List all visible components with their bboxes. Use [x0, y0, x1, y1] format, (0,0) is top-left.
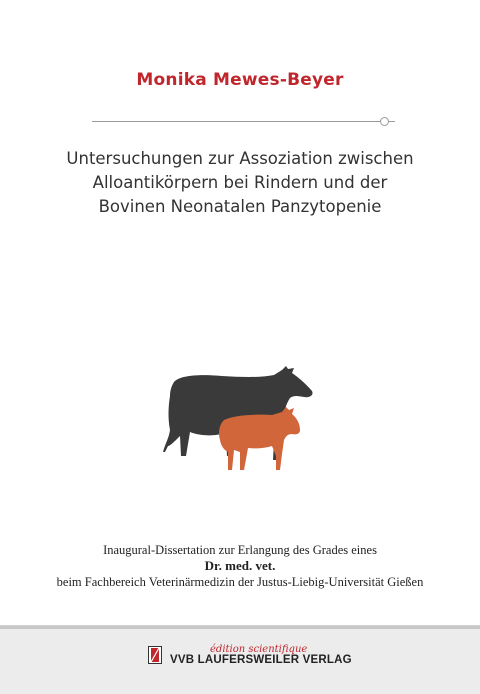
- divider-circle: [380, 117, 389, 126]
- title-line-1: Untersuchungen zur Assoziation zwischen: [66, 149, 414, 168]
- title-line-2: Alloantikörpern bei Rindern und der: [92, 173, 388, 192]
- title-line-3: Bovinen Neonatalen Panzytopenie: [98, 197, 382, 216]
- degree-line: Dr. med. vet.: [204, 558, 276, 573]
- divider-tail: [389, 121, 395, 122]
- book-logo-icon: [148, 646, 162, 664]
- publisher-name: VVB LAUFERSWEILER VERLAG: [170, 654, 352, 666]
- edition-script: édition scientifique: [210, 644, 308, 655]
- cow-and-calf-icon: [160, 360, 320, 475]
- faculty-line: beim Fachbereich Veterinärmedizin der Justus-Liebig-Universität Gießen: [56, 575, 424, 589]
- publisher-logo: [146, 644, 356, 676]
- footer-band: [0, 625, 480, 694]
- dissertation-info: [0, 542, 480, 590]
- dissertation-line: Inaugural-Dissertation zur Erlangung des Grades eines: [103, 543, 377, 557]
- book-title: [40, 147, 440, 219]
- author-name: Monika Mewes-Beyer: [136, 70, 344, 90]
- footer-top-stripe: [0, 626, 480, 629]
- divider-line: [92, 121, 384, 122]
